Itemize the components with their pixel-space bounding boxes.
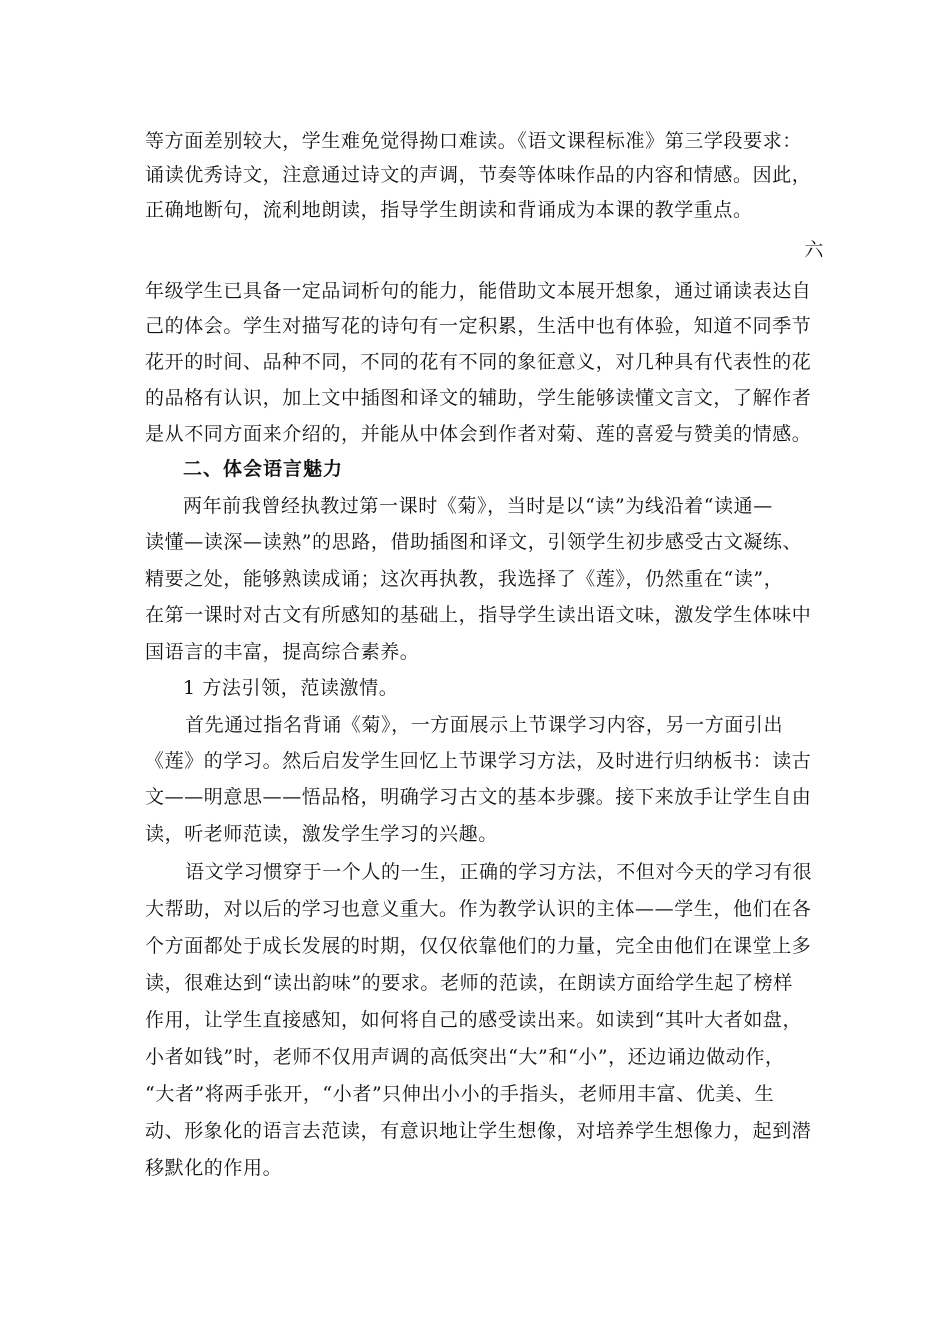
text-line: 读懂—读深—读熟”的思路，借助插图和译文，引领学生初步感受古文凝练、	[145, 531, 803, 553]
text-line: 语文学习惯穿于一个人的一生，正确的学习方法，不但对今天的学习有很	[185, 861, 813, 883]
text-line: 作用，让学生直接感知，如何将自己的感受读出来。如读到“其叶大者如盘，	[145, 1009, 803, 1031]
text-line: 个方面都处于成长发展的时期，仅仅依靠他们的力量，完全由他们在课堂上多	[145, 935, 812, 957]
text-line: 的品格有认识，加上文中插图和译文的辅助，学生能够读懂文言文，了解作者	[145, 387, 812, 409]
text-line: 文——明意思——悟品格，明确学习古文的基本步骤。接下来放手让学生自由	[145, 786, 812, 808]
text-line: 六	[804, 239, 824, 261]
text-line: 是从不同方面来介绍的，并能从中体会到作者对菊、莲的喜爱与赞美的情感。	[145, 423, 812, 445]
subheading: 1 方法引领，范读激情。	[183, 677, 399, 699]
text-line: 在第一课时对古文有所感知的基础上，指导学生读出语文味，激发学生体味中	[145, 604, 812, 626]
text-line: 读，很难达到“读出韵味”的要求。老师的范读，在朗读方面给学生起了榜样	[145, 972, 793, 994]
text-line: 年级学生已具备一定品词析句的能力，能借助文本展开想象，通过诵读表达自	[145, 280, 812, 302]
text-line: 大帮助，对以后的学习也意义重大。作为教学认识的主体——学生，他们在各	[145, 898, 812, 920]
text-line: 《莲》的学习。然后启发学生回忆上节课学习方法，及时进行归纳板书：读古	[145, 750, 812, 772]
text-line: 动、形象化的语言去范读，有意识地让学生想像，对培养学生想像力，起到潜	[145, 1120, 812, 1142]
text-line: 诵读优秀诗文，注意通过诗文的声调，节奏等体味作品的内容和情感。因此，	[145, 164, 812, 186]
text-line: 精要之处，能够熟读成诵；这次再执教，我选择了《莲》，仍然重在“读”，	[145, 568, 784, 590]
section-heading: 二、体会语言魅力	[183, 458, 344, 480]
text-line: 己的体会。学生对描写花的诗句有一定积累，生活中也有体验，知道不同季节	[145, 315, 812, 337]
text-line: 花开的时间、品种不同，不同的花有不同的象征意义，对几种具有代表性的花	[145, 351, 812, 373]
text-line: 两年前我曾经执教过第一课时《菊》，当时是以“读”为线沿着“读通—	[183, 495, 773, 517]
text-line: 读，听老师范读，激发学生学习的兴趣。	[145, 823, 498, 845]
text-line: 移默化的作用。	[145, 1157, 283, 1179]
text-line: 首先通过指名背诵《菊》，一方面展示上节课学习内容，另一方面引出	[185, 714, 784, 736]
text-line: 国语言的丰富，提高综合素养。	[145, 641, 420, 663]
text-line: 正确地断句，流利地朗读，指导学生朗读和背诵成为本课的教学重点。	[145, 199, 753, 221]
text-line: 小者如钱”时，老师不仅用声调的高低突出“大”和“小”，还边诵边做动作，	[145, 1046, 785, 1068]
text-line: “大者”将两手张开，“小者”只伸出小小的手指头，老师用丰富、优美、生	[145, 1083, 775, 1105]
text-line: 等方面差别较大，学生难免觉得拗口难读。《语文课程标准》第三学段要求：	[145, 130, 802, 152]
